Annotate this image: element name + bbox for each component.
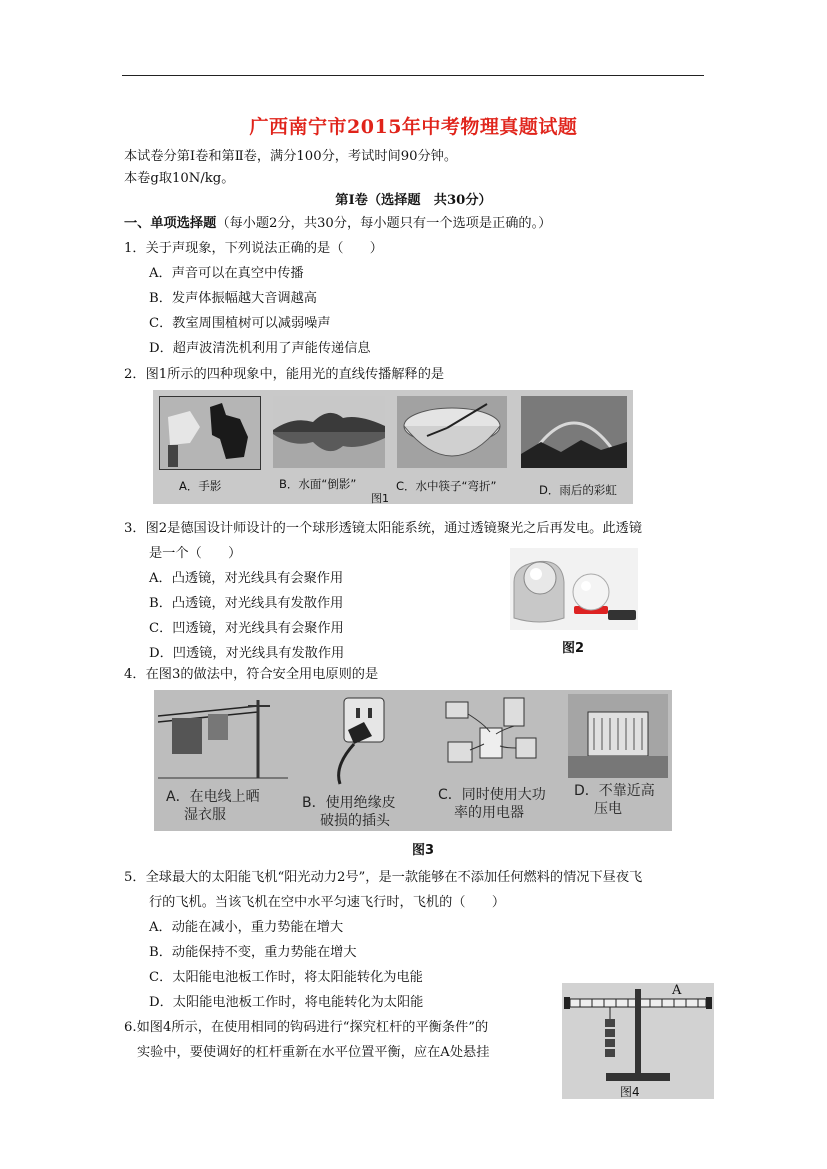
figure-1-photo — [153, 390, 633, 504]
q5-option-c: C．太阳能电池板工作时，将太阳能转化为电能 — [149, 970, 423, 985]
fig3-label-b-1: B．使用绝缘皮 — [302, 795, 396, 811]
fig4-point-a: A — [672, 983, 682, 998]
q5-option-a: A．动能在减小，重力势能在增大 — [149, 920, 344, 935]
exam-title: 广西南宁市2015年中考物理真题试题 — [249, 116, 578, 138]
fig1-caption: 图1 — [371, 492, 389, 504]
q4-stem: 4．在图3的做法中，符合安全用电原则的是 — [124, 667, 379, 682]
fig3-label-a-1: A．在电线上晒 — [166, 789, 260, 805]
q6-stem-2: 实验中，要使调好的杠杆重新在水平位置平衡，应在A处悬挂 — [137, 1045, 490, 1060]
figure-4-photo — [562, 983, 714, 1099]
intro-line-1: 本试卷分第Ⅰ卷和第Ⅱ卷，满分100分，考试时间90分钟。 — [124, 149, 458, 164]
fig1-label-b: B．水面“倒影” — [279, 477, 357, 491]
q5-option-d: D．太阳能电池板工作时，将电能转化为太阳能 — [149, 995, 424, 1010]
figure-3-photo — [154, 690, 672, 831]
high-voltage-illustration — [568, 694, 668, 778]
intro-line-2: 本卷g取10N/kg。 — [124, 171, 235, 186]
part1-heading-row — [124, 215, 551, 233]
lever-apparatus-illustration — [562, 983, 714, 1099]
bent-chopstick-image — [397, 396, 507, 468]
q1-option-b: B．发声体振幅越大音调越高 — [149, 291, 317, 306]
fig3-label-d-1: D．不靠近高 — [574, 783, 655, 799]
q5-stem-2: 行的飞机。当该飞机在空中水平匀速飞行时，飞机的（ ） — [149, 895, 506, 910]
q1-option-d: D．超声波清洗机利用了声能传递信息 — [149, 341, 371, 356]
fig3-label-d-2: 压电 — [594, 801, 622, 817]
damaged-plug-illustration — [304, 696, 414, 786]
fig1-label-c: C．水中筷子“弯折” — [396, 479, 497, 493]
q2-stem: 2．图1所示的四种现象中，能用光的直线传播解释的是 — [124, 367, 445, 382]
q3-option-d: D．凹透镜，对光线具有发散作用 — [149, 646, 345, 661]
q3-stem-2: 是一个（ ） — [149, 546, 242, 561]
fig3-label-c-2: 率的用电器 — [454, 805, 524, 821]
q1-option-a: A．声音可以在真空中传播 — [149, 266, 304, 281]
section-heading: 第Ⅰ卷（选择题 共30分） — [335, 193, 492, 208]
figure-2-photo — [510, 548, 638, 630]
q6-stem-1: 6.如图4所示，在使用相同的钩码进行“探究杠杆的平衡条件”的 — [124, 1020, 489, 1035]
fig1-label-a: A．手影 — [179, 479, 222, 493]
fig3-caption: 图3 — [412, 843, 435, 858]
overloaded-socket-illustration — [440, 694, 550, 778]
fig4-caption: 图4 — [620, 1085, 640, 1099]
fig2-caption: 图2 — [562, 641, 585, 656]
fig1-label-d: D．雨后的彩虹 — [539, 483, 617, 497]
q3-option-c: C．凹透镜，对光线具有会聚作用 — [149, 621, 344, 636]
fig3-label-b-2: 破损的插头 — [320, 813, 390, 829]
part1-heading: 一、单项选择题 — [124, 216, 217, 231]
q1-stem: 1．关于声现象，下列说法正确的是（ ） — [124, 241, 383, 256]
header-rule — [122, 75, 704, 76]
q1-option-c: C．教室周围植树可以减弱噪声 — [149, 316, 331, 331]
hand-shadow-image — [159, 396, 261, 470]
fig3-label-c-1: C．同时使用大功 — [438, 787, 546, 803]
wet-clothes-illustration — [158, 694, 288, 780]
fig3-label-a-2: 湿衣服 — [184, 807, 226, 823]
part1-note: （每小题2分，共30分，每小题只有一个选项是正确的。） — [216, 216, 552, 231]
water-reflection-image — [273, 396, 385, 468]
q5-stem-1: 5．全球最大的太阳能飞机“阳光动力2号”，是一款能够在不添加任何燃料的情况下昼夜飞 — [124, 870, 643, 885]
q5-option-b: B．动能保持不变，重力势能在增大 — [149, 945, 357, 960]
rainbow-image — [521, 396, 627, 468]
q3-stem-1: 3．图2是德国设计师设计的一个球形透镜太阳能系统，通过透镜聚光之后再发电。此透镜 — [124, 521, 642, 536]
q3-option-a: A．凸透镜，对光线具有会聚作用 — [149, 571, 344, 586]
q3-option-b: B．凸透镜，对光线具有发散作用 — [149, 596, 344, 611]
